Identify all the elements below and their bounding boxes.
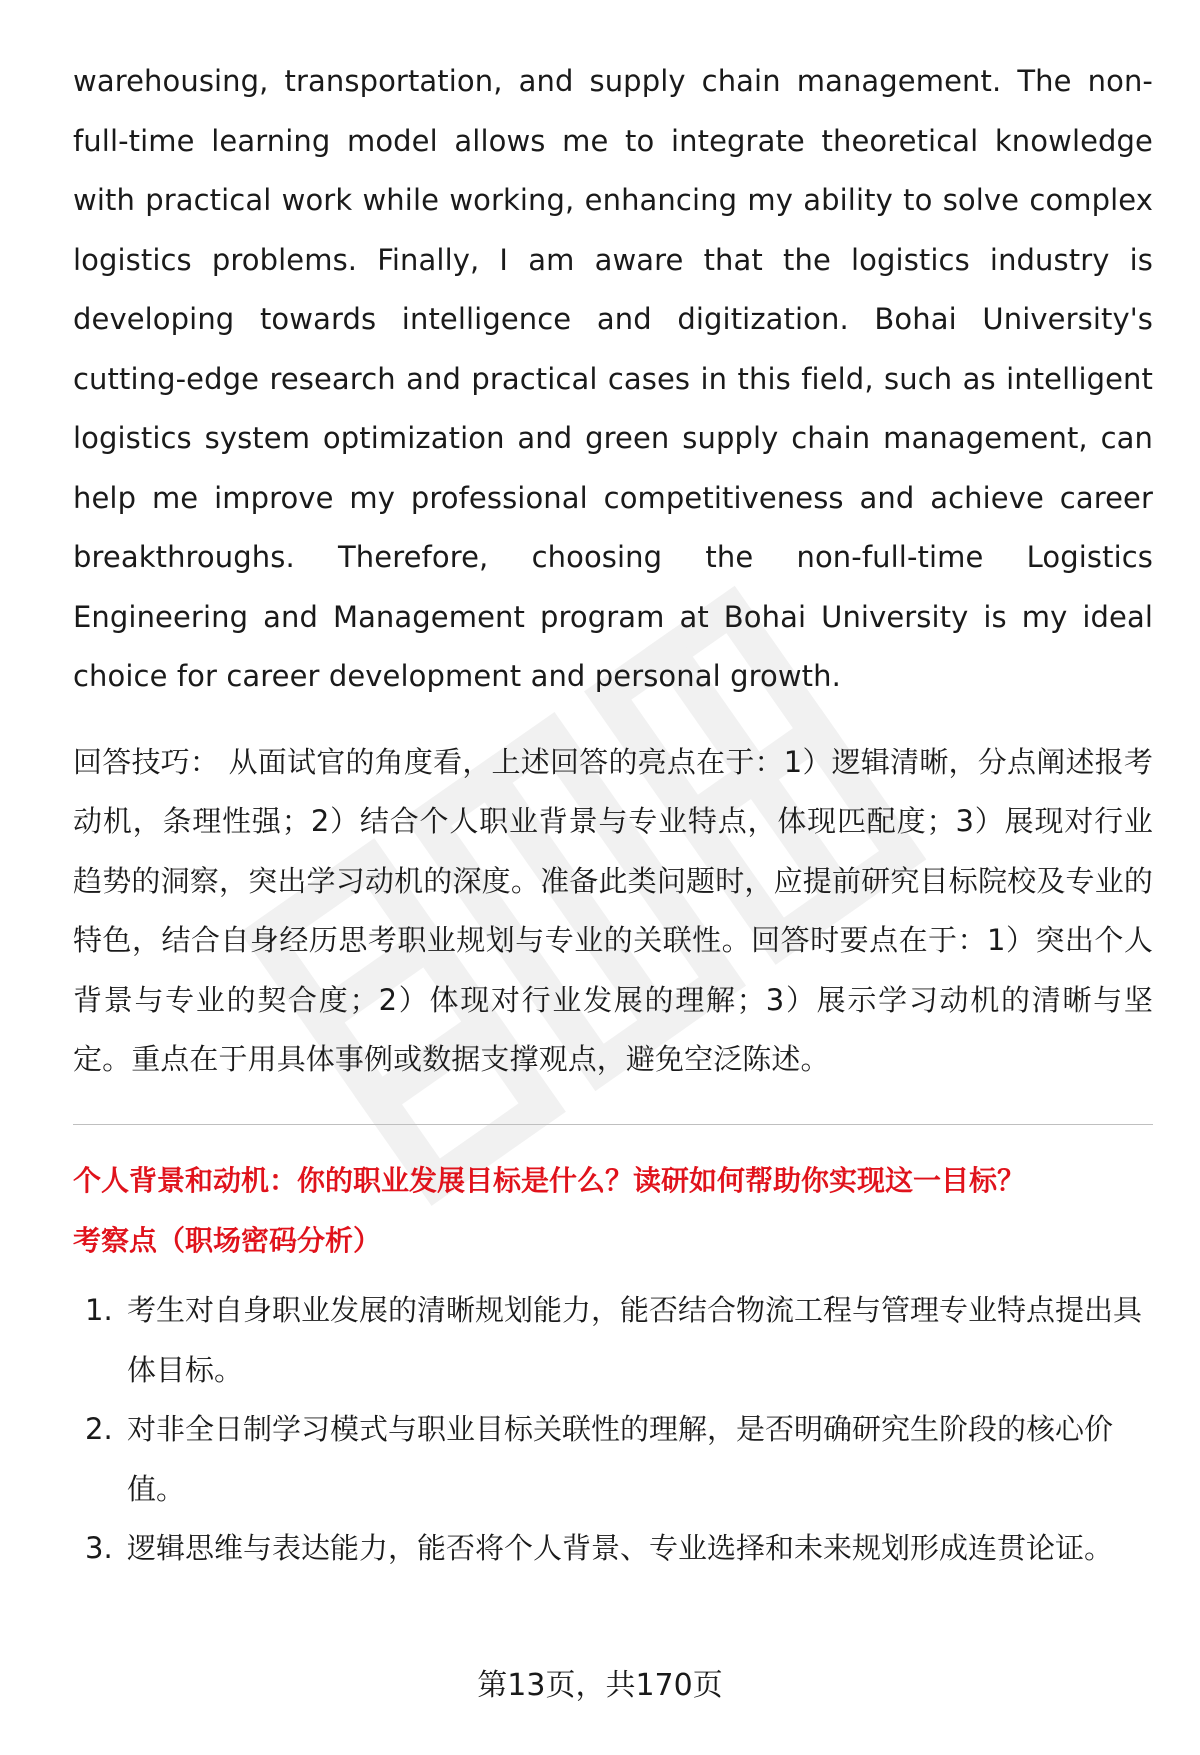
list-item-text: 对非全日制学习模式与职业目标关联性的理解，是否明确研究生阶段的核心价值。 <box>127 1412 1114 1506</box>
assessment-points-heading: 考察点（职场密码分析） <box>73 1224 382 1258</box>
section-divider <box>73 1124 1153 1125</box>
answer-paragraph: warehousing, transportation, and supply chain management. The non-full-time learning model allows me to integrate theoretical knowledge with practical work while working, enhancing my ability to solve complex logistics problems. Finally, I am aware that the logistics industry is developing towards intelligence and digitization. Bohai University's cutting-edge research and practical cases in this field, such as intelligent logistics system optimization and green supply chain management, can help me improve my professional competitiveness and achieve career breakthroughs. Therefore, choosing the non-full-time Logistics Engineering and Management program at Bohai University is my ideal choice for career development and personal growth. <box>73 64 1153 693</box>
list-item-number: 2. <box>85 1412 113 1447</box>
assessment-points-list <box>73 1281 1153 1579</box>
page-number-footer: 第13页，共170页 <box>477 1668 723 1703</box>
question-heading: 个人背景和动机：你的职业发展目标是什么？读研如何帮助你实现这一目标？ <box>73 1164 1026 1198</box>
list-item <box>73 1519 1153 1579</box>
list-item-number: 1. <box>85 1293 113 1328</box>
list-item <box>73 1400 1153 1519</box>
page-content <box>73 52 1153 1579</box>
list-item-text: 逻辑思维与表达能力，能否将个人背景、专业选择和未来规划形成连贯论证。 <box>127 1531 1114 1566</box>
list-item <box>73 1281 1153 1400</box>
list-item-text: 考生对自身职业发展的清晰规划能力，能否结合物流工程与管理专业特点提出具体目标。 <box>127 1293 1143 1387</box>
answer-tips-paragraph: 回答技巧： 从面试官的角度看，上述回答的亮点在于：1）逻辑清晰，分点阐述报考动机，条理性强；2）结合个人职业背景与专业特点，体现匹配度；3）展现对行业趋势的洞察，突出学习动机的深度。准备此类问题时，应提前研究目标院校及专业的特色，结合自身经历思考职业规划与专业的关联性。回答时要点在于：1）突出个人背景与专业的契合度；2）体现对行业发展的理解；3）展示学习动机的清晰与坚定。重点在于用具体事例或数据支撑观点，避免空泛陈述。 <box>73 744 1153 1077</box>
list-item-number: 3. <box>85 1531 113 1566</box>
